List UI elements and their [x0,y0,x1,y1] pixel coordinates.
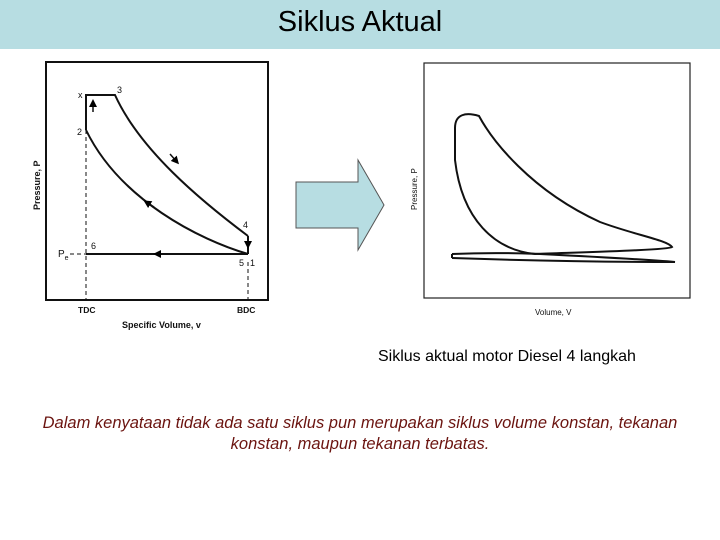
ideal-y-axis-label: Pressure, P [32,160,42,210]
bdc-label: BDC [237,305,256,315]
slide-title: Siklus Aktual [277,6,443,38]
point-label-x: x [78,90,83,100]
ideal-x-axis-label: Specific Volume, v [122,320,201,330]
point-label-5: 5 [239,258,245,268]
tdc-label: TDC [78,305,96,315]
point-label-6: 6 [91,241,97,251]
ideal-cycle-diagram [32,62,268,330]
pe-label: $P_e$ [58,249,69,262]
explanation-note: Dalam kenyataan tidak ada satu siklus pun merupakan siklus volume konstan, tekanan konstan, maupun tekanan terbatas. [42,414,678,453]
point-label-1: 1 [250,258,256,268]
point-label-4: 4 [243,220,249,230]
right-arrow-icon [296,160,384,250]
point-label-3: 3 [117,85,123,95]
figure-caption: Siklus aktual motor Diesel 4 langkah [378,348,636,365]
actual-cycle-diagram [410,63,690,317]
actual-x-axis-label: Volume, V [535,308,572,317]
actual-y-axis-label: Pressure, P [410,168,419,210]
point-label-2: 2 [77,127,83,137]
